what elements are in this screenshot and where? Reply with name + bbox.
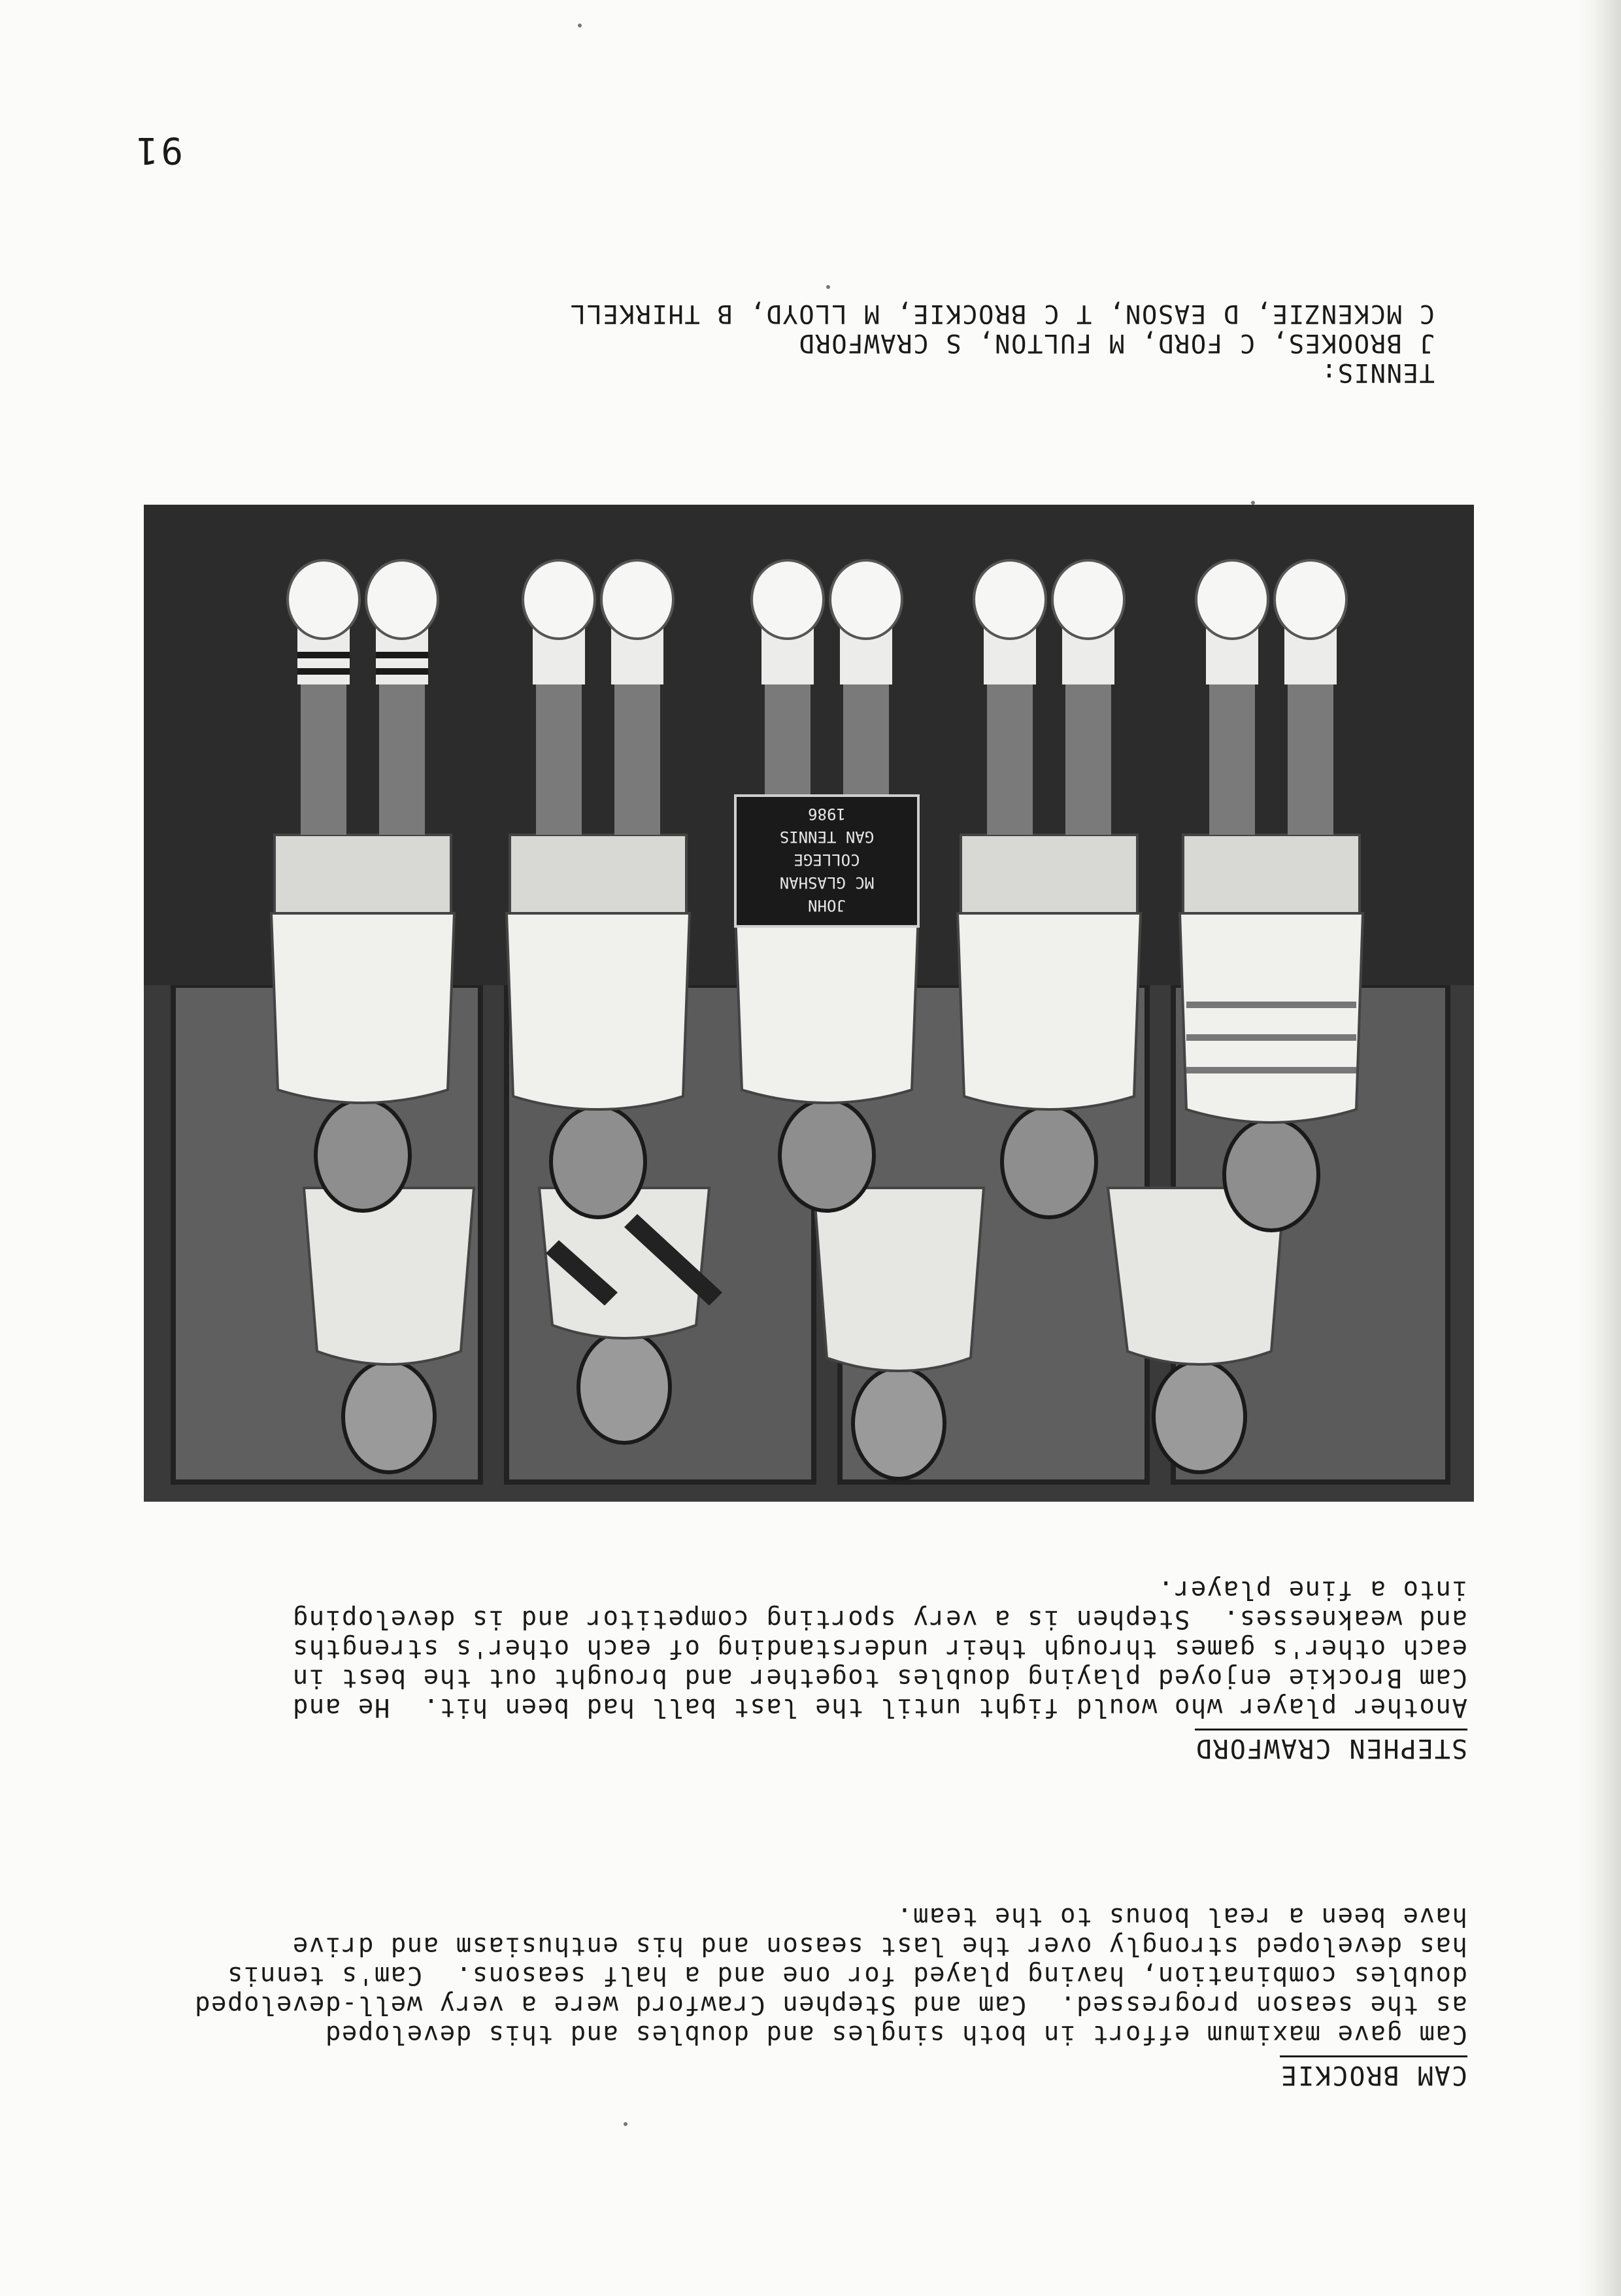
scan-speck xyxy=(1251,501,1255,505)
scan-speck xyxy=(578,24,582,27)
page-number: 91 xyxy=(133,129,183,171)
scan-speck xyxy=(826,285,830,289)
paragraph-line: Another player who would fight until the last ball had been hit. He and xyxy=(292,1693,1467,1722)
paragraph-line: has developed strongly over the last season and his enthusiasm and drive xyxy=(292,1931,1467,1961)
photo-caption xyxy=(454,299,1435,387)
team-photo xyxy=(144,505,1474,1502)
team-sign-line: JOHN xyxy=(808,896,846,915)
paragraph-line: each other's games through their understanding of each other's strengths xyxy=(292,1634,1467,1663)
section-paragraph xyxy=(121,1575,1467,1722)
caption-line: J BROOKES, C FORD, M FULTON, S CRAWFORD xyxy=(797,328,1435,358)
section-stephen-crawford xyxy=(121,1575,1467,1763)
scan-speck xyxy=(624,2122,627,2126)
paragraph-line: Cam gave maximum effort in both singles and doubles and this developed xyxy=(324,2019,1467,2049)
team-sign-line: MC GLASHAN xyxy=(779,873,875,892)
caption-line: TENNIS: xyxy=(1320,358,1435,387)
scan-edge-shadow xyxy=(1575,0,1621,2296)
paragraph-line: have been a real bonus to the team. xyxy=(895,1902,1467,1931)
team-sign-line: GAN TENNIS xyxy=(779,828,875,846)
paragraph-line: Cam Brockie enjoyed playing doubles together and brought out the best in xyxy=(292,1663,1467,1693)
section-heading: STEPHEN CRAWFORD xyxy=(1195,1729,1467,1763)
team-sign-line: COLLEGE xyxy=(794,851,860,869)
section-cam-brockie xyxy=(121,1902,1467,2090)
section-paragraph xyxy=(121,1902,1467,2049)
team-photo-drawing xyxy=(144,505,1474,1502)
paragraph-line: doubles combination, having played for one and a half seasons. Cam's tennis xyxy=(226,1961,1467,1990)
team-sign-line: 1986 xyxy=(808,805,846,823)
caption-line: C MCKENZIE, D EASON, T C BROCKIE, M LLOYD, B THIRKELL xyxy=(569,299,1435,328)
section-heading: CAM BROCKIE xyxy=(1280,2055,1467,2090)
paragraph-line: as the season progressed. Cam and Stephen Crawford were a very well-developed xyxy=(193,1990,1467,2019)
paragraph-line: into a fine player. xyxy=(1157,1575,1467,1604)
paragraph-line: and weaknesses. Stephen is a very sporting competitor and is developing xyxy=(292,1604,1467,1634)
